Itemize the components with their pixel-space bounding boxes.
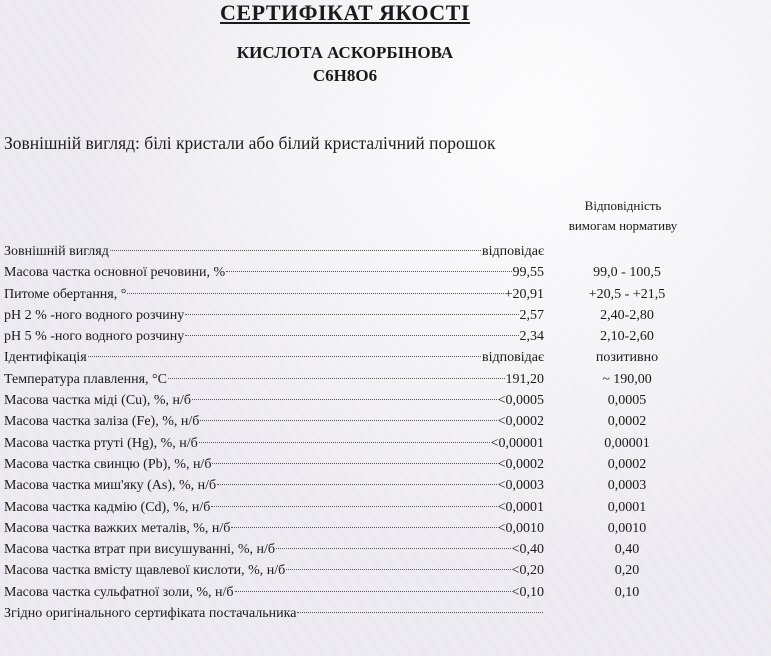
spec-norm-value: 2,10-2,60 (600, 329, 654, 345)
dot-leader (127, 293, 503, 294)
spec-measured-value: відповідає (482, 244, 544, 259)
spec-row-lead (4, 262, 544, 283)
spec-norm-value: 0,20 (614, 563, 640, 579)
dot-leader (110, 250, 481, 251)
spec-measured-value: <0,0001 (497, 499, 544, 515)
spec-parameter-name: Масова частка міді (Cu), %, н/б (4, 393, 191, 409)
spec-row (4, 326, 764, 347)
spec-row-lead (4, 284, 544, 305)
spec-parameter-name: Масова частка важких металів, %, н/б (4, 520, 231, 536)
spec-parameter-name: Масова частка кадмію (Cd), %, н/б (4, 499, 211, 515)
dot-leader (231, 527, 496, 528)
spec-measured-value: <0,0005 (497, 393, 544, 409)
certificate-title: СЕРТИФІКАТ ЯКОСТІ (220, 0, 470, 25)
dot-leader (192, 399, 497, 400)
spec-norm-value: позитивно (595, 350, 659, 366)
spec-row-lead (4, 539, 544, 560)
spec-parameter-name: Масова частка заліза (Fe), %, н/б (4, 414, 200, 430)
spec-parameter-name: Масова частка сульфатної золи, %, н/б (4, 584, 234, 600)
spec-norm-value: 0,0002 (607, 456, 647, 472)
spec-row (4, 497, 764, 518)
spec-row-lead (4, 497, 544, 518)
spec-row-lead (4, 582, 544, 603)
spec-row-lead (4, 369, 544, 390)
spec-row (4, 411, 764, 432)
spec-row (4, 284, 764, 305)
spec-measured-value: 2,34 (519, 329, 544, 345)
spec-row-lead (4, 347, 544, 368)
dot-leader (199, 442, 490, 443)
dot-leader (217, 484, 496, 485)
spec-measured-value: <0,10 (511, 584, 544, 600)
spec-row (4, 603, 764, 624)
dot-leader (185, 314, 518, 315)
spec-row-lead (4, 305, 544, 326)
dot-leader (88, 356, 481, 357)
spec-row (4, 369, 764, 390)
spec-parameter-name: pH 5 % -ного водного розчину (4, 329, 185, 345)
dot-leader (200, 420, 496, 421)
spec-norm-value: 0,00001 (604, 435, 650, 451)
spec-norm-value: 0,40 (614, 542, 640, 558)
spec-measured-value: +20,91 (504, 286, 544, 302)
spec-norm-value: ~ 190,00 (602, 371, 652, 387)
spec-row (4, 582, 764, 603)
spec-parameter-name: pH 2 % -ного водного розчину (4, 307, 185, 323)
spec-row (4, 241, 764, 262)
spec-measured-value: 99,55 (512, 265, 544, 281)
spec-measured-value: <0,0003 (497, 478, 544, 494)
spec-row-lead (4, 475, 544, 496)
spec-row (4, 539, 764, 560)
spec-measured-value: <0,20 (511, 563, 544, 579)
spec-measured-value: відповідає (482, 350, 544, 366)
spec-measured-value: <0,00001 (490, 435, 544, 451)
spec-row (4, 433, 764, 454)
spec-measured-value: <0,0002 (497, 414, 544, 430)
spec-measured-value: 191,20 (505, 371, 544, 387)
spec-row-lead (4, 518, 544, 539)
spec-norm-value: 0,0003 (607, 478, 647, 494)
spec-row (4, 305, 764, 326)
spec-norm-value: 0,0005 (607, 393, 647, 409)
compliance-header-line1: Відповідність (584, 198, 662, 213)
product-header (0, 41, 690, 87)
dot-leader (212, 463, 496, 464)
spec-parameter-name: Масова частка свинцю (Pb), %, н/б (4, 456, 212, 472)
spec-norm-value: +20,5 - +21,5 (588, 286, 666, 302)
spec-row-lead (4, 241, 544, 262)
spec-row (4, 390, 764, 411)
product-name: КИСЛОТА АСКОРБІНОВА (236, 43, 454, 62)
dot-leader (211, 506, 496, 507)
spec-row-lead (4, 603, 544, 624)
spec-row-lead (4, 454, 544, 475)
specification-table (4, 241, 764, 624)
spec-parameter-name: Масова частка основної речовини, % (4, 265, 226, 281)
spec-row (4, 347, 764, 368)
spec-parameter-name: Згідно оригінального сертифіката постачальника (4, 606, 297, 622)
spec-norm-value: 99,0 - 100,5 (593, 265, 661, 281)
dot-leader (185, 335, 518, 336)
spec-row (4, 475, 764, 496)
spec-measured-value: <0,40 (511, 542, 544, 558)
spec-measured-value: <0,0002 (497, 456, 544, 472)
dot-leader (235, 591, 511, 592)
spec-row (4, 518, 764, 539)
spec-norm-value: 0,0001 (607, 499, 647, 515)
spec-measured-value: <0,0010 (497, 520, 544, 536)
spec-row (4, 560, 764, 581)
product-formula: C6H8O6 (312, 66, 378, 85)
spec-norm-value: 2,40-2,80 (600, 307, 654, 323)
spec-row-lead (4, 390, 544, 411)
spec-parameter-name: Ідентифікація (4, 350, 87, 366)
dot-leader (276, 548, 511, 549)
spec-norm-value: 0,0002 (607, 414, 647, 430)
spec-parameter-name: Масова частка вмісту щавлевої кислоти, %, н/б (4, 563, 286, 579)
spec-row-lead (4, 411, 544, 432)
spec-parameter-name: Зовнішній вигляд (4, 244, 109, 259)
dot-leader (286, 569, 510, 570)
spec-parameter-name: Питоме обертання, ° (4, 286, 127, 302)
dot-leader (226, 271, 511, 272)
spec-row-lead (4, 326, 544, 347)
spec-norm-value: 0,10 (614, 584, 640, 600)
spec-parameter-name: Температура плавлення, °С (4, 371, 167, 387)
spec-parameter-name: Масова частка втрат при висушуванні, %, н/б (4, 542, 276, 558)
appearance-description: Зовнішній вигляд: білі кристали або білий кристалічний порошок (4, 133, 496, 153)
spec-row-lead (4, 433, 544, 454)
spec-norm-value: 0,0010 (607, 520, 647, 536)
spec-row (4, 262, 764, 283)
compliance-column-header (548, 196, 698, 236)
spec-row (4, 454, 764, 475)
dot-leader (297, 612, 543, 613)
spec-row-lead (4, 560, 544, 581)
spec-parameter-name: Масова частка ртуті (Hg), %, н/б (4, 435, 198, 451)
spec-parameter-name: Масова частка миш'яку (As), %, н/б (4, 478, 217, 494)
dot-leader (168, 378, 505, 379)
compliance-header-line2: вимогам нормативу (568, 218, 678, 233)
spec-measured-value: 2,57 (519, 307, 544, 323)
